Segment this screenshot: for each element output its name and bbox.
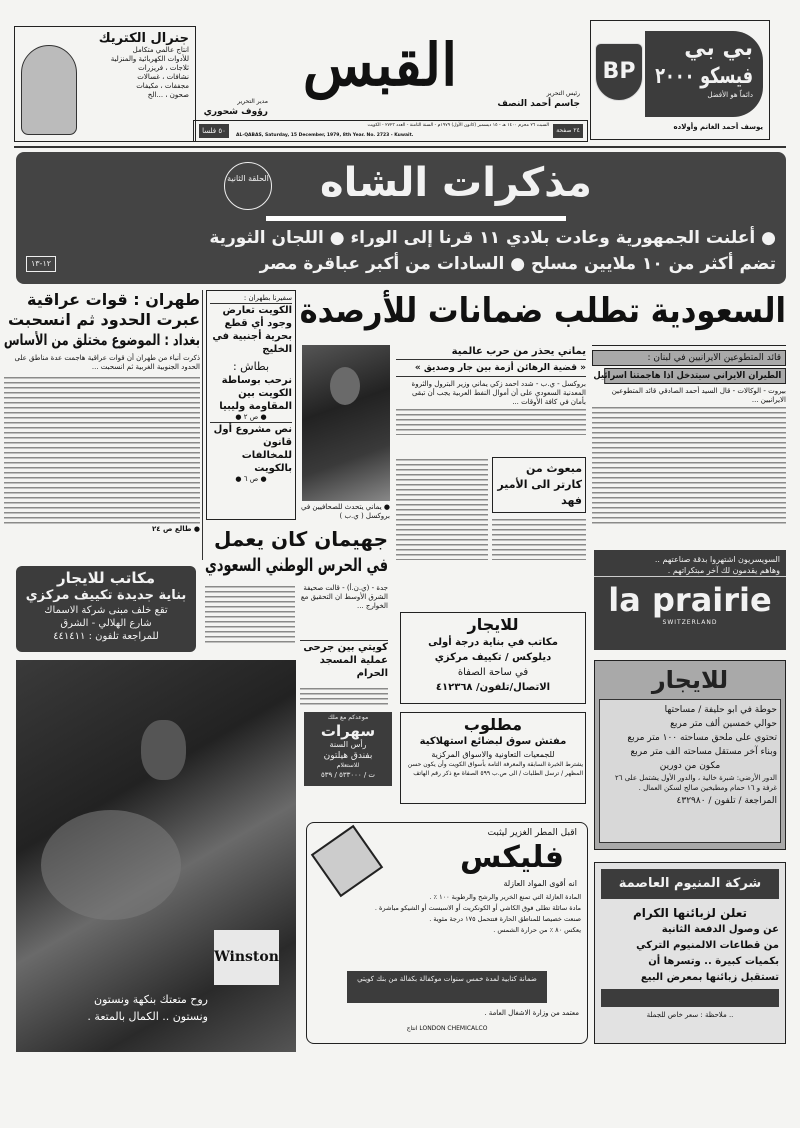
rent2-line: حوطة في ابو حليفة / مساحتها bbox=[664, 705, 777, 715]
hilton-ad-phone: ت / ٥٣٣٠٠٠ / ٥٣٩ bbox=[320, 771, 376, 779]
tehran-lead: ذكرت أنباء من طهران أن قوات عراقية هاجمت عدة مناطق على الحدود الجنوبية الغربية ثم انسحبت ... bbox=[14, 354, 200, 371]
carter-envoy-headline: مبعوث من كارتر الى الأمير فهد bbox=[492, 457, 586, 513]
laprairie-logo: la prairie bbox=[608, 581, 772, 619]
wanted-title: مطلوب bbox=[463, 715, 523, 734]
wanted-line: للجمعيات التعاونية والاسواق المركزية bbox=[431, 750, 555, 759]
yamani-lead: بروكسل - ي.ب - شدد احمد زكي يماني وزير البترول والثروة المعدنية السعودي على أن أموال النفط العربية يجب أن تبقى بأمان في كافة الأوقات ... bbox=[411, 380, 586, 406]
tehran-body-text bbox=[4, 375, 200, 525]
tehran-story bbox=[4, 290, 200, 560]
flex-feature: مادة سائلة تطلى فوق الكاشي أو الكونكريت أو الاسبست أو الشيكو مباشرة . bbox=[374, 904, 581, 912]
juhaiman-lead: جدة - (ي.ن.أ) - قالت صحيفة الشرق الأوسط ان التحقيق مع الخوارج ... bbox=[300, 584, 388, 610]
rent2-line: مكون من دورين bbox=[659, 761, 721, 771]
tehran-headline-1: طهران : قوات عراقية bbox=[27, 290, 200, 309]
date-english: AL-QABAS, Saturday, 15 December, 1979, 8th Year. No. 2723 - Kuwait. bbox=[236, 133, 414, 138]
juhaiman-body-text bbox=[205, 584, 295, 644]
yamani-story bbox=[396, 345, 586, 560]
aluminium-line: من قطاعات الالمنيوم التركي bbox=[636, 940, 779, 951]
ad-winston bbox=[16, 660, 296, 1052]
bp-dealer: يوسف أحمد الغانم وأولاده bbox=[673, 123, 763, 131]
winston-slogan-2: ونستون .. الكمال بالمتعة . bbox=[87, 1010, 208, 1023]
hilton-ad-line: رأس السنة bbox=[329, 740, 367, 749]
ge-line: ثلاجات ، فريزرات bbox=[138, 64, 189, 72]
baghdad-headline: بغداد : الموضوع مختلق من الأساس bbox=[3, 331, 200, 349]
wanted-line: مفتش سوق لبضائع استهلاكية bbox=[419, 736, 567, 747]
aluminium-line: عن وصول الدفعة الثانية bbox=[661, 924, 779, 935]
manager-name: رؤوف شحوري bbox=[203, 107, 268, 117]
rent2-line: تحتوي على ملحق مساحته ١٠٠ متر مربع bbox=[627, 733, 777, 743]
side-news-box bbox=[206, 290, 296, 520]
ge-line: مجففات ، مكيفات bbox=[136, 82, 189, 90]
banner-badge: الحلقة الثانية bbox=[224, 162, 272, 210]
masthead-logo: القبس bbox=[302, 31, 458, 99]
iran-headline-1: قائد المتطوعين الايرانيين في لبنان : bbox=[592, 350, 786, 366]
offices-ad-line: بناية جديدة تكييف مركزي bbox=[25, 588, 187, 603]
editor-name: جاسم أحمد النصف bbox=[497, 99, 580, 109]
rent1-line: مكاتب في بناية درجة أولى bbox=[428, 637, 558, 648]
laprairie-country: SWITZERLAND bbox=[662, 619, 718, 626]
tehran-continued: ● طالع ص ٢٤ bbox=[151, 525, 200, 533]
juhaiman-headline-2: في الحرس الوطني السعودي bbox=[205, 555, 388, 576]
ge-line: انتاج عالمي متكامل bbox=[132, 46, 189, 54]
flex-top-line: اقبل المطر الغزير ليثبت bbox=[487, 828, 577, 838]
banner-line1: ● أعلنت الجمهورية وعادت بلادي ١١ قرنا إلى الوراء ● اللجان الثورية bbox=[209, 228, 776, 248]
side-ref-2: ● ص ٦ ● bbox=[235, 475, 267, 483]
side-headline-2: نرحب بوساطة الكويت بين المقاومة وليبيا bbox=[219, 375, 292, 412]
bp-line2: فيسكو ٢٠٠٠ bbox=[655, 64, 753, 89]
hilton-ad-line: للاستعلام bbox=[336, 762, 360, 769]
side-kicker-1: سفيرنا بطهران : bbox=[210, 294, 292, 304]
banner-underline bbox=[266, 216, 566, 221]
pages-badge: ٢٤ صفحة bbox=[553, 124, 583, 138]
man-figure bbox=[141, 720, 186, 780]
side-kicker-2: بطاش : bbox=[232, 360, 270, 373]
yamani-body-text bbox=[396, 407, 586, 435]
photo-caption: ● يماني يتحدث للصحافيين في بروكسل ( ي.ب ) bbox=[300, 503, 390, 520]
yamani-subhead: « قضية الرهائن أزمة بين جار وصديق » bbox=[396, 360, 586, 377]
ad-offices-for-rent bbox=[16, 566, 196, 652]
aluminium-note: ملاحظة : سعر خاص للجملة .. bbox=[646, 1011, 734, 1019]
offices-ad-phone: للمراجعة تلفون : ٤٤١٤١١ bbox=[53, 631, 159, 642]
date-arabic: السبت ٢٦ محرم ١٤٠٠ هـ - ١٥ ديسمبر (كانون الأول) ١٩٧٩م - السنة الثامنة - العدد ٢٧٢٣ - الكويت bbox=[367, 123, 549, 128]
flex-approved: معتمد من وزارة الاشغال العامة . bbox=[484, 1009, 579, 1017]
banner-title: مذكرات الشاه bbox=[320, 160, 592, 206]
aluminium-title: شركة المنيوم العاصمة bbox=[601, 869, 779, 899]
bp-line1: بي بي bbox=[684, 36, 753, 61]
hilton-ad-line: موعدكم مع ملك bbox=[327, 714, 369, 721]
rent1-line: ديلوكس / تكييف مركزي bbox=[434, 652, 552, 663]
hilton-ad-line: بفندق هيلتون bbox=[323, 751, 373, 761]
rent1-line: في ساحة الصفاة bbox=[457, 667, 529, 678]
offices-ad-line: شارع الهلالي - الشرق bbox=[60, 618, 152, 629]
ad-flex bbox=[306, 822, 588, 1044]
ad-bp bbox=[590, 20, 770, 140]
banner-page-ref: ١٢-١٣ bbox=[26, 256, 56, 272]
flex-guarantee: ضمانة كتابية لمدة خمس سنوات موكفالة بكفالة من بنك كويتي bbox=[347, 971, 547, 1003]
winston-slogan-1: روح متعتك بنكهة ونستون bbox=[93, 993, 208, 1006]
flex-maker: انتاج LONDON CHEMICALCO bbox=[406, 1025, 488, 1032]
rent2-phone: المراجعة / تلفون / ٤٣٢٩٨٠ bbox=[676, 796, 777, 806]
paint-can-icon bbox=[311, 825, 383, 897]
ad-capital-aluminium bbox=[594, 862, 786, 1044]
man-figure-2 bbox=[41, 810, 181, 920]
iran-lead: بيروت - الوكالات - قال السيد أحمد الصادقي قائد المتطوعين الايرانيين ... bbox=[611, 387, 786, 404]
iran-body-text bbox=[592, 405, 786, 525]
yamani-column-text bbox=[396, 457, 488, 560]
wanted-details: يشترط الخبرة السابقة والمعرفة التامة بأسواق الكويت وأن يكون حسن المظهر / ترسل الطلبات / الى ص.ب ٥٩٩ الصفاة مع ذكر رقم الهاتف bbox=[407, 761, 583, 777]
aluminium-line: تستقبل زبائنها بمعرض البيع bbox=[640, 972, 779, 983]
winston-pack: Winston bbox=[214, 930, 279, 985]
banner-line2: تضم أكثر من ١٠ ملايين مسلح ● السادات من أكبر عباقرة مصر bbox=[259, 254, 776, 274]
ge-line: للأدوات الكهربائية والمنزلية bbox=[110, 55, 189, 63]
offices-ad-title: مكاتب للايجار bbox=[56, 569, 156, 587]
photo-face bbox=[330, 367, 360, 405]
ge-line: نشافات ، غسالات bbox=[137, 73, 189, 81]
ad-hilton-new-year bbox=[304, 712, 392, 786]
rent2-details: الدور الأرضي: شبرة خالية ، والدور الأول يشتمل على ٢٦ غرفة و ١٦ حمام ومطبخين صالح لسكن العمال . bbox=[614, 774, 777, 792]
rent2-line: وبناء آخر مستقل مساحته الف متر مربع bbox=[630, 747, 777, 757]
header-rule bbox=[14, 146, 786, 148]
side-headline-1: الكويت تعارض وجود أي قطع بحرية أجنبية في الخليج bbox=[212, 305, 292, 355]
yamani-kicker: يماني يحذر من حرب عالمية bbox=[396, 345, 586, 360]
shah-memoirs-banner bbox=[16, 152, 786, 284]
carter-body-text bbox=[492, 517, 586, 560]
flex-feature: صنعت خصيصا للمناطق الحارة فتتحمل ١٧٥ درجة مئوية . bbox=[429, 915, 581, 923]
ad-general-electric bbox=[14, 26, 196, 142]
flex-feature: المادة العازلة التي تمنع الخرير والرشح والرطوبة ١٠٠ ٪ . bbox=[429, 893, 581, 901]
aluminium-line: تعلن لزبائنها الكرام bbox=[632, 906, 748, 920]
iran-volunteers-story bbox=[592, 345, 786, 545]
rent1-phone: الاتصال/تلفون/ ٤١٢٣٦٨ bbox=[435, 682, 551, 693]
flex-feature: يعكس ٨٠ ٪ من حرارة الشمس . bbox=[493, 926, 581, 934]
ge-brand: جنرال الكتريك bbox=[98, 31, 189, 46]
column-rule bbox=[202, 290, 203, 560]
juhaiman-story bbox=[205, 525, 388, 579]
ge-line: صحون ، ...الخ bbox=[147, 91, 189, 99]
laprairie-line: وهاهم يقدمون لك آخر مبتكراتهم . bbox=[594, 565, 786, 577]
juhaiman-headline-1: جهيمان كان يعمل bbox=[214, 527, 388, 551]
tehran-headline-2: عبرت الحدود ثم انسحبت bbox=[8, 310, 200, 329]
ad-wanted bbox=[400, 712, 586, 804]
flex-tagline: انه أقوى المواد العازلة bbox=[503, 879, 577, 888]
ad-offices-safat bbox=[400, 612, 586, 704]
kuwaiti-injured-headline: كويتي بين جرحى عملية المسجد الحرام bbox=[300, 640, 388, 680]
hilton-ad-title: سهرات bbox=[320, 722, 376, 740]
ad-abu-halifa-rent bbox=[594, 660, 786, 850]
editor-label: رئيس التحرير bbox=[546, 90, 580, 97]
side-ref-1: ● ص ٢ ● bbox=[235, 413, 267, 421]
bp-logo: BP bbox=[595, 43, 643, 101]
flex-logo: فليكس bbox=[460, 840, 564, 875]
bp-tagline: دائماً هو الأفضل bbox=[707, 91, 753, 99]
side-headline-3: نص مشروع أول قانون للمخالفات بالكويت bbox=[210, 422, 292, 475]
mascot-illustration bbox=[21, 45, 77, 135]
kuwaiti-body-text bbox=[300, 686, 388, 706]
flex-features bbox=[311, 892, 581, 936]
rent2-title: للايجار bbox=[651, 666, 729, 694]
date-strip bbox=[193, 120, 588, 142]
aluminium-line: بكميات كبيرة .. وتسرها أن bbox=[648, 956, 779, 967]
ad-la-prairie bbox=[594, 550, 786, 650]
rent1-title: للايجار bbox=[467, 615, 519, 634]
rent2-line: حوالي خمسين ألف متر مربع bbox=[670, 719, 777, 729]
iran-headline-2: الطيران الايراني سيتدخل اذا هاجمتنا اسرائيل bbox=[604, 368, 786, 384]
manager-label: مدير التحرير bbox=[237, 98, 268, 105]
aluminium-address-bar bbox=[601, 989, 779, 1007]
yamani-photo bbox=[302, 345, 390, 501]
main-headline: السعودية تطلب ضمانات للأرصدة bbox=[299, 291, 786, 331]
price-badge: ٥٠ فلسا bbox=[199, 124, 229, 138]
laprairie-line: السويسريون اشتهروا بدقة صناعتهم .. bbox=[654, 555, 780, 564]
offices-ad-line: تقع خلف مبنى شركة الاسماك bbox=[44, 605, 168, 616]
